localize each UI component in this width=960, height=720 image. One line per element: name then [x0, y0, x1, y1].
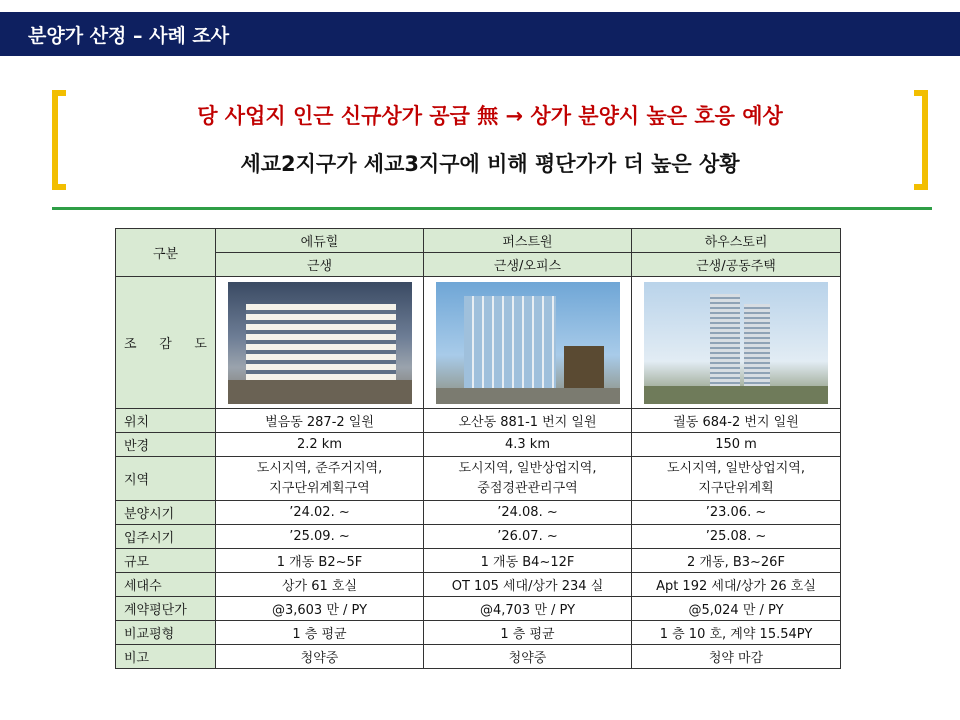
- table-cell: 2.2 km: [216, 433, 424, 457]
- table-cell: 1 층 10 호, 계약 15.54PY: [632, 621, 841, 645]
- rendering-cell: [424, 277, 632, 409]
- header-label: 구분: [116, 229, 216, 277]
- slide-title: 분양가 산정 – 사례 조사: [28, 24, 230, 47]
- table-cell: ’25.09. ~: [216, 525, 424, 549]
- row-label: 조 감 도: [116, 277, 216, 409]
- table-cell: 도시지역, 일반상업지역, 중점경관관리구역: [424, 457, 632, 501]
- table-cell: 1 층 평균: [216, 621, 424, 645]
- divider-rule: [52, 207, 932, 210]
- column-type: 근생/공동주택: [632, 253, 841, 277]
- slide-title-bar: [0, 12, 960, 56]
- table-cell: @5,024 만 / PY: [632, 597, 841, 621]
- table-cell: 청약중: [216, 645, 424, 669]
- case-study-table: [115, 228, 841, 669]
- row-label: 반경: [116, 433, 216, 457]
- table-cell: 오산동 881-1 번지 일원: [424, 409, 632, 433]
- row-label: 비고: [116, 645, 216, 669]
- column-name: 퍼스트원: [424, 229, 632, 253]
- row-label: 입주시기: [116, 525, 216, 549]
- rendering-cell: [216, 277, 424, 409]
- table-cell: 궐동 684-2 번지 일원: [632, 409, 841, 433]
- column-type: 근생/오피스: [424, 253, 632, 277]
- table-cell: @3,603 만 / PY: [216, 597, 424, 621]
- column-name: 에듀힐: [216, 229, 424, 253]
- table-cell: 청약 마감: [632, 645, 841, 669]
- table-cell: Apt 192 세대/상가 26 호실: [632, 573, 841, 597]
- building-rendering-image: [228, 282, 412, 404]
- table-cell: 1 개동 B4~12F: [424, 549, 632, 573]
- row-label: 세대수: [116, 573, 216, 597]
- column-name: 하우스토리: [632, 229, 841, 253]
- row-label: 위치: [116, 409, 216, 433]
- column-type: 근생: [216, 253, 424, 277]
- table-cell: ’25.08. ~: [632, 525, 841, 549]
- table-cell: 도시지역, 일반상업지역, 지구단위계획: [632, 457, 841, 501]
- headline-box: [52, 90, 928, 190]
- table-cell: 2 개동, B3~26F: [632, 549, 841, 573]
- row-label: 규모: [116, 549, 216, 573]
- table-cell: ’26.07. ~: [424, 525, 632, 549]
- row-label: 계약평단가: [116, 597, 216, 621]
- table-cell: 벌음동 287-2 일원: [216, 409, 424, 433]
- table-cell: ’23.06. ~: [632, 501, 841, 525]
- table-cell: 도시지역, 준주거지역, 지구단위계획구역: [216, 457, 424, 501]
- table-cell: OT 105 세대/상가 234 실: [424, 573, 632, 597]
- table-cell: ’24.02. ~: [216, 501, 424, 525]
- row-label: 분양시기: [116, 501, 216, 525]
- table-cell: 150 m: [632, 433, 841, 457]
- table-cell: 상가 61 호실: [216, 573, 424, 597]
- table-cell: 청약중: [424, 645, 632, 669]
- rendering-cell: [632, 277, 841, 409]
- building-rendering-image: [436, 282, 620, 404]
- headline-line-2: 세교2지구가 세교3지구에 비해 평단가가 더 높은 상황: [240, 152, 740, 176]
- row-label: 지역: [116, 457, 216, 501]
- table-cell: 1 개동 B2~5F: [216, 549, 424, 573]
- building-rendering-image: [644, 282, 828, 404]
- table-cell: 4.3 km: [424, 433, 632, 457]
- table-cell: ’24.08. ~: [424, 501, 632, 525]
- row-label: 비교평형: [116, 621, 216, 645]
- table-cell: 1 층 평균: [424, 621, 632, 645]
- headline-line-1: 당 사업지 인근 신규상가 공급 無 → 상가 분양시 높은 호응 예상: [197, 104, 783, 128]
- table-cell: @4,703 만 / PY: [424, 597, 632, 621]
